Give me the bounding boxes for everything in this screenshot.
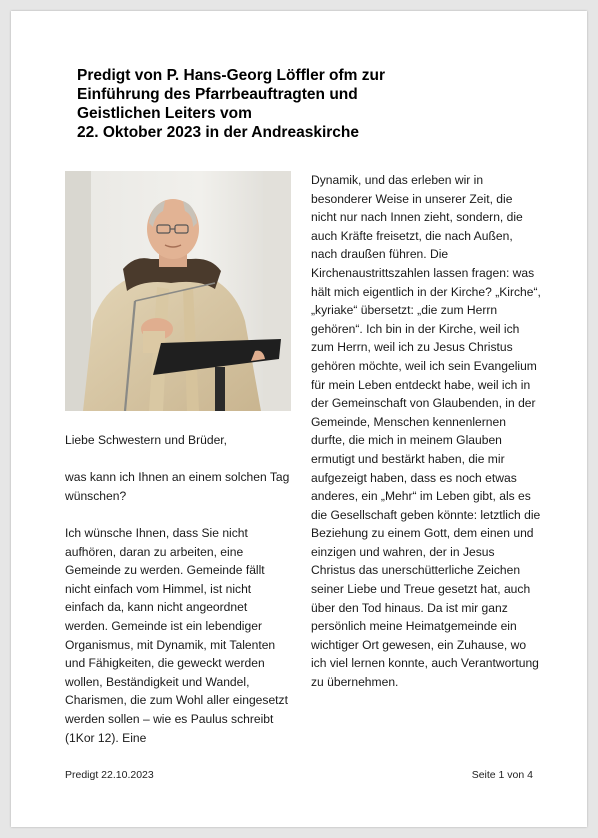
title-line: Predigt von P. Hans-Georg Löffler ofm zur (77, 67, 386, 84)
sermon-title (77, 66, 477, 142)
priest-at-lectern-image (65, 171, 291, 411)
body-paragraph: Ich wünsche Ihnen, dass Sie nicht aufhören, daran zu arbeiten, eine Gemeinde zu werden. Gemeinde fällt nicht einfach vom Himmel, ist nicht einfach da, kann nicht angeordnet werden. Gemeinde ist ein lebendiger Organismus, mit Dynamik, mit Talenten und Fähigkeiten, die geweckt werden wollen, Beständigkeit und Wandel, Charismen, die zum Wohl aller eingesetzt werden sollen – wie es Paulus schreibt (1Kor 12). Eine (65, 525, 288, 745)
greeting-text: Liebe Schwestern und Brüder, (65, 433, 228, 447)
title-line: Einführung des Pfarrbeauftragten und (77, 86, 358, 103)
title-line: 22. Oktober 2023 in der Andreaskirche (77, 124, 359, 141)
priest-photo (65, 171, 291, 411)
title-line: Geistlichen Leiters vom (77, 105, 252, 122)
question-text: was kann ich Ihnen an einem solchen Tag wünschen? (65, 470, 290, 503)
footer-page-number: Seite 1 von 4 (471, 769, 533, 781)
document-page (11, 11, 587, 827)
right-text-column: Dynamik, und das erleben wir in besonderer Weise in unserer Zeit, die nicht nur nach Innen zieht, sondern, die auch Kräfte freisetzt, die nach Außen, nach draußen führen. Die Kirchenaustrittszahlen lassen fragen: was hält mich eigentlich in der Kirche? „Kirche“, „kyriake“ übersetzt: „die zum Herrn gehören“. Ich bin in der Kirche, weil ich zum Herrn, weil ich zu Jesus Christus gehören möchte, weil ich sein Evangelium für mein Leben entdeckt habe, weil ich in der Gemeinschaft von Glaubenden, in der Gemeinde, Menschen kennenlernen durfte, die mich in meinem Glauben ermutigt und bestärkt haben, die mir aufgezeigt haben, dass es noch etwas anderes, ein „Mehr“ im Leben gibt, als es die Gesellschaft geben könnte: letztlich die Beziehung zu einem Gott, dem einen und einzigen und wahren, der in Jesus Christus das unerschütterliche Zeichen seiner Liebe und Treue gesetzt hat, auch über den Tod hinaus. Da ist mir ganz persönlich meine Heimatgemeinde ein wichtiger Ort gewesen, ein Zuhause, wo ich viel lernen konnte, auch Verantwortung zu übernehmen. (311, 173, 541, 690)
footer-date: Predigt 22.10.2023 (65, 769, 154, 781)
left-text-column (65, 431, 291, 766)
